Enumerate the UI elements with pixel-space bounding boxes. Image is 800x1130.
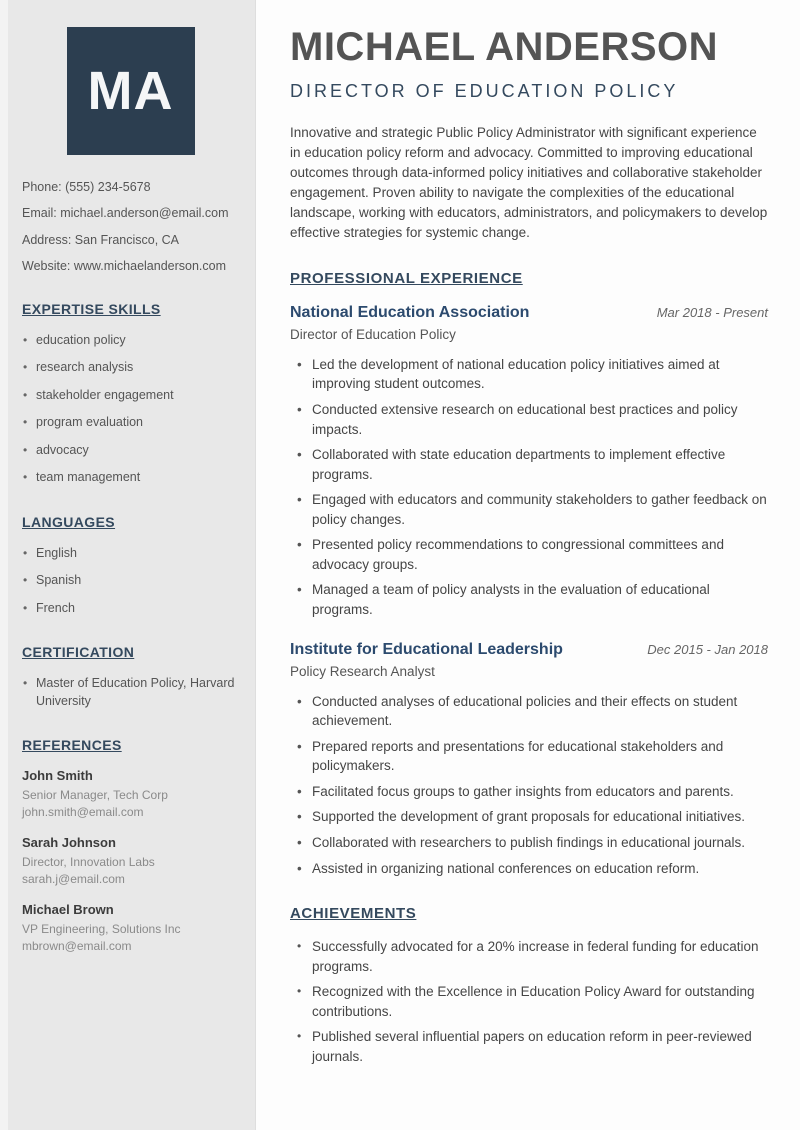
candidate-name: MICHAEL ANDERSON bbox=[290, 25, 719, 69]
reference-role: VP Engineering, Solutions Inc bbox=[22, 921, 181, 936]
reference-name: Sarah Johnson bbox=[22, 834, 116, 850]
reference-name: John Smith bbox=[22, 768, 93, 783]
job-bullet: • Facilitated focus groups to gather insights from educators and parents. bbox=[290, 782, 768, 802]
achievement-item: • Successfully advocated for a 20% increase in federal funding for education programs. bbox=[290, 937, 768, 976]
job-entry bbox=[290, 304, 768, 620]
job-bullet: • Engaged with educators and community stakeholders to gather feedback on policy changes. bbox=[290, 490, 768, 529]
reference-name: Michael Brown bbox=[22, 901, 114, 917]
language-item: • French bbox=[22, 600, 239, 618]
job-bullet: • Collaborated with researchers to publish findings in educational journals. bbox=[290, 833, 768, 853]
contact-email: Email: michael.anderson@email.com bbox=[22, 206, 229, 221]
contact-phone: Phone: (555) 234-5678 bbox=[22, 180, 151, 194]
certification-section-title: CERTIFICATION bbox=[22, 644, 135, 660]
sidebar bbox=[8, 0, 256, 1130]
references-section-title: REFERENCES bbox=[22, 737, 122, 753]
job-header bbox=[290, 641, 768, 659]
experience-section-title: PROFESSIONAL EXPERIENCE bbox=[290, 269, 523, 287]
job-dates: Dec 2015 - Jan 2018 bbox=[647, 641, 768, 657]
job-bullet: • Conducted analyses of educational policies and their effects on student achievement. bbox=[290, 692, 768, 731]
job-bullet: • Led the development of national education policy initiatives aimed at improving student outcomes. bbox=[290, 355, 768, 394]
job-bullet: • Presented policy recommendations to congressional committees and advocacy groups. bbox=[290, 535, 768, 574]
languages-list bbox=[22, 545, 239, 618]
reference-card bbox=[22, 768, 239, 822]
skill-item: • stakeholder engagement bbox=[22, 387, 239, 405]
job-role: Policy Research Analyst bbox=[290, 663, 435, 679]
job-bullet: • Supported the development of grant proposals for educational initiatives. bbox=[290, 807, 768, 827]
job-bullet: • Managed a team of policy analysts in the evaluation of educational programs. bbox=[290, 580, 768, 619]
company-name: Institute for Educational Leadership bbox=[290, 640, 563, 658]
job-bullet-list bbox=[290, 355, 768, 620]
job-header bbox=[290, 304, 768, 322]
job-bullet: • Prepared reports and presentations for educational stakeholders and policymakers. bbox=[290, 737, 768, 776]
contact-address: Address: San Francisco, CA bbox=[22, 232, 180, 247]
contact-website: Website: www.michaelanderson.com bbox=[22, 259, 227, 274]
certification-list bbox=[22, 675, 239, 710]
language-item: • English bbox=[22, 545, 239, 563]
language-item: • Spanish bbox=[22, 572, 239, 590]
reference-card bbox=[22, 835, 239, 889]
reference-role: Senior Manager, Tech Corp bbox=[22, 788, 168, 802]
reference-email: john.smith@email.com bbox=[22, 805, 144, 820]
job-bullet: • Conducted extensive research on educational best practices and policy impacts. bbox=[290, 400, 768, 439]
skill-item: • team management bbox=[22, 469, 239, 487]
achievement-item: • Recognized with the Excellence in Education Policy Award for outstanding contributions. bbox=[290, 982, 768, 1021]
skill-item: • research analysis bbox=[22, 359, 239, 377]
certification-item: • Master of Education Policy, Harvard University bbox=[22, 675, 239, 710]
skills-section-title: EXPERTISE SKILLS bbox=[22, 300, 161, 317]
skill-item: • program evaluation bbox=[22, 414, 239, 432]
avatar bbox=[67, 27, 195, 155]
reference-card bbox=[22, 902, 239, 956]
job-dates: Mar 2018 - Present bbox=[656, 304, 768, 320]
candidate-job-title: DIRECTOR OF EDUCATION POLICY bbox=[290, 81, 679, 101]
achievements-list bbox=[290, 937, 768, 1066]
job-role: Director of Education Policy bbox=[290, 326, 456, 342]
contact-block bbox=[22, 180, 239, 274]
achievement-item: • Published several influential papers on education reform in peer-reviewed journals. bbox=[290, 1027, 768, 1066]
main-content bbox=[290, 0, 768, 1072]
reference-role: Director, Innovation Labs bbox=[22, 854, 155, 869]
job-bullet-list bbox=[290, 692, 768, 879]
page-left-margin bbox=[0, 0, 8, 1130]
skill-item: • advocacy bbox=[22, 442, 239, 460]
achievements-section-title: ACHIEVEMENTS bbox=[290, 905, 417, 923]
skill-item: • education policy bbox=[22, 332, 239, 350]
job-bullet: • Collaborated with state education departments to implement effective programs. bbox=[290, 445, 768, 484]
skills-list bbox=[22, 332, 239, 487]
languages-section-title: LANGUAGES bbox=[22, 513, 116, 530]
company-name: National Education Association bbox=[290, 303, 530, 321]
reference-email: mbrown@email.com bbox=[22, 938, 132, 953]
reference-email: sarah.j@email.com bbox=[22, 872, 125, 887]
avatar-initials: MA bbox=[87, 61, 174, 121]
job-bullet: • Assisted in organizing national conferences on education reform. bbox=[290, 859, 768, 879]
summary-paragraph: Innovative and strategic Public Policy Administrator with significant experience in education policy reform and advocacy. Committed to improving educational outcomes through data-informed policy initiatives and collaborative stakeholder engagement. Proven ability to navigate the complexities of the educational landscape, working with educators, administrators, and policymakers to develop effective strategies for systemic change. bbox=[290, 125, 768, 240]
job-entry bbox=[290, 641, 768, 879]
